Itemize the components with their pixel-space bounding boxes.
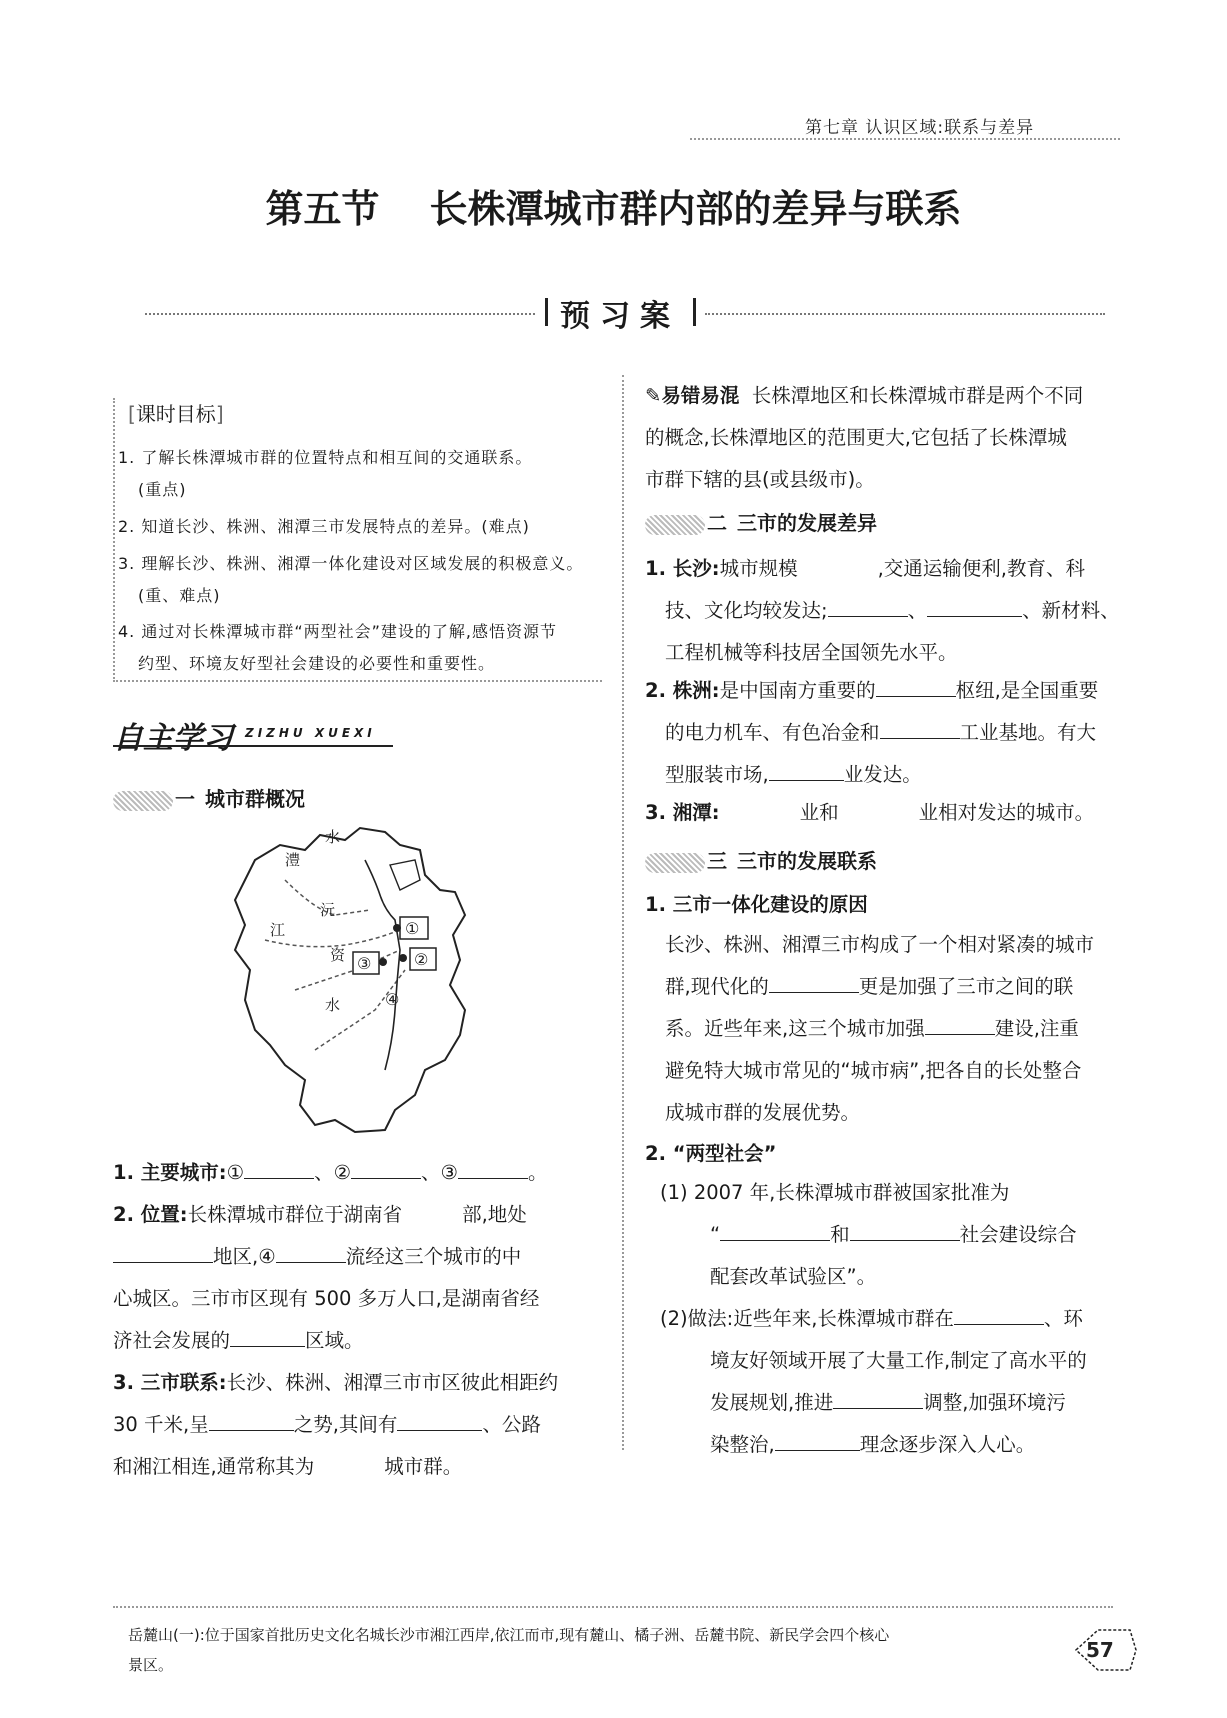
goal-item: (重点) bbox=[138, 480, 187, 499]
goal-item: 约型、环境友好型社会建设的必要性和重要性。 bbox=[138, 654, 496, 673]
pencil-icon: ✎ bbox=[645, 384, 662, 407]
map-city-3: ③ bbox=[357, 954, 372, 973]
goal-item: 1. 了解长株潭城市群的位置特点和相互间的交通联系。 bbox=[118, 448, 533, 467]
answer-blank[interactable] bbox=[833, 1386, 923, 1409]
reason-paragraph: 长沙、株洲、湘潭三市构成了一个相对紧凑的城市 群,现代化的 更是加强了三市之间的联 系。近些年来,这三个城市加强 建设,注重 避免特大城市常见的“城市病”,把各自的长处整合 成城市群的发展优势。 bbox=[665, 933, 1095, 1124]
goal-item: 3. 理解长沙、株洲、湘潭一体化建设对区域发展的积极意义。 bbox=[118, 554, 584, 573]
goal-item: 2. 知道长沙、株洲、湘潭三市发展特点的差异。(难点) bbox=[118, 517, 530, 536]
answer-blank[interactable] bbox=[720, 797, 800, 819]
hunan-map bbox=[225, 820, 515, 1140]
tip-label: 易错易混 bbox=[661, 384, 740, 407]
answer-blank[interactable] bbox=[397, 1408, 482, 1431]
answer-blank[interactable] bbox=[230, 1324, 305, 1347]
map-label-zi: 资 bbox=[330, 946, 346, 964]
answer-blank[interactable] bbox=[458, 1156, 528, 1179]
section-2-heading: 二 三市的发展差异 bbox=[645, 507, 877, 536]
zhuzhou-item: 2. 株洲:是中国南方重要的 枢纽,是全国重要 的电力机车、有色冶金和 工业基地。有大 型服装市场, 业发达。 bbox=[645, 670, 1140, 796]
column-divider bbox=[622, 375, 624, 1450]
answer-blank[interactable] bbox=[720, 1218, 830, 1241]
answer-blank[interactable] bbox=[925, 1012, 995, 1035]
two-type-paragraph: (1) 2007 年,长株潭城市群被国家批准为 “ 和 社会建设综合 配套改革试验区”。 (2)做法:近些年来,长株潭城市群在 、环 境友好领域开展了大量工作,制定了高水平的 发展规划,推进 调整,加强环境污 染整治, 理念逐步深入人心。 bbox=[660, 1181, 1087, 1456]
answer-blank[interactable] bbox=[402, 1199, 462, 1221]
map-city-1: ① bbox=[405, 919, 420, 938]
question-3: 3. 三市联系:长沙、株洲、湘潭三市市区彼此相距约 30 千米,呈 之势,其间有 、公路 和湘江相连,通常称其为 城市群。 bbox=[113, 1371, 559, 1478]
header-divider bbox=[690, 138, 1120, 140]
reason-heading: 1. 三市一体化建设的原因 bbox=[645, 893, 868, 916]
section-pill-icon bbox=[113, 791, 173, 811]
page-title bbox=[0, 178, 1227, 233]
answer-blank[interactable] bbox=[880, 716, 960, 739]
answer-blank[interactable] bbox=[244, 1156, 314, 1179]
answer-blank[interactable] bbox=[351, 1156, 421, 1179]
svg-text:57: 57 bbox=[1086, 1638, 1114, 1662]
goal-item: (重、难点) bbox=[138, 586, 221, 605]
banner-title: 预习案 bbox=[560, 299, 680, 334]
map-label-li: 澧 bbox=[285, 851, 301, 869]
answer-blank[interactable] bbox=[209, 1408, 294, 1431]
section-number: 第五节 bbox=[265, 186, 380, 231]
map-river-4: ④ bbox=[385, 990, 400, 1009]
section-pill-icon bbox=[645, 515, 705, 535]
answer-blank[interactable] bbox=[769, 758, 844, 781]
goal-item: 4. 通过对长株潭城市群“两型社会”建设的了解,感悟资源节 bbox=[118, 622, 558, 641]
answer-blank[interactable] bbox=[850, 1218, 960, 1241]
answer-blank[interactable] bbox=[927, 594, 1022, 617]
banner-line-left bbox=[145, 313, 535, 315]
answer-blank[interactable] bbox=[839, 797, 919, 819]
banner-line-right bbox=[705, 313, 1105, 315]
changsha-item: 1. 长沙:城市规模 ,交通运输便利,教育、科 技、文化均较发达; 、 、新材料、 工程机械等科技居全国领先水平。 bbox=[645, 548, 1140, 674]
tip-box: ✎易错易混 长株潭地区和长株潭城市群是两个不同 的概念,长株潭地区的范围更大,它包括了长株潭城 市群下辖的县(或县级市)。 bbox=[645, 384, 1084, 491]
goals-title: [课时目标] bbox=[128, 402, 224, 426]
map-label-jiang: 江 bbox=[270, 921, 286, 939]
answer-blank[interactable] bbox=[314, 1451, 384, 1473]
self-study-pinyin: ZIZHU XUEXI bbox=[245, 726, 376, 740]
answer-blank[interactable] bbox=[798, 553, 878, 575]
self-study-heading: 自主学习 bbox=[113, 721, 233, 756]
section-pill-icon bbox=[645, 853, 705, 873]
section-1-heading: 一 城市群概况 bbox=[113, 783, 305, 812]
answer-blank[interactable] bbox=[113, 1240, 213, 1263]
answer-blank[interactable] bbox=[954, 1302, 1044, 1325]
footer-note: 岳麓山(一):位于国家首批历史文化名城长沙市湘江西岸,依江而市,现有麓山、橘子洲、岳麓书院、新民学会四个核心 景区。 bbox=[128, 1626, 890, 1674]
section-name: 长株潭城市群内部的差异与联系 bbox=[429, 186, 962, 231]
banner-bar-right bbox=[693, 298, 696, 326]
answer-blank[interactable] bbox=[876, 674, 956, 697]
answer-blank[interactable] bbox=[276, 1240, 346, 1263]
map-label-shui: 水 bbox=[325, 828, 341, 846]
question-1: 1. 主要城市:① 、② 、③ 。 bbox=[113, 1152, 603, 1194]
map-label-shui2: 水 bbox=[325, 996, 341, 1014]
page-number bbox=[1068, 1625, 1138, 1675]
answer-blank[interactable] bbox=[828, 594, 908, 617]
map-label-yuan: 沅 bbox=[320, 901, 336, 919]
question-2: 2. 位置:长株潭城市群位于湖南省 部,地处 地区,④ 流经这三个城市的中 心城区。三市市区现有 500 多万人口,是湖南省经 济社会发展的 区域。 bbox=[113, 1194, 608, 1362]
answer-blank[interactable] bbox=[769, 970, 859, 993]
xiangtan-item: 3. 湘潭: 业和 业相对发达的城市。 bbox=[645, 792, 1140, 834]
answer-blank[interactable] bbox=[775, 1428, 860, 1451]
footer-divider bbox=[113, 1606, 1113, 1608]
chapter-header: 第七章 认识区域:联系与差异 bbox=[805, 118, 1035, 138]
section-3-heading: 三 三市的发展联系 bbox=[645, 845, 877, 874]
map-city-2: ② bbox=[414, 950, 429, 969]
two-type-heading: 2. “两型社会” bbox=[645, 1142, 777, 1165]
self-study-underline bbox=[113, 745, 393, 747]
